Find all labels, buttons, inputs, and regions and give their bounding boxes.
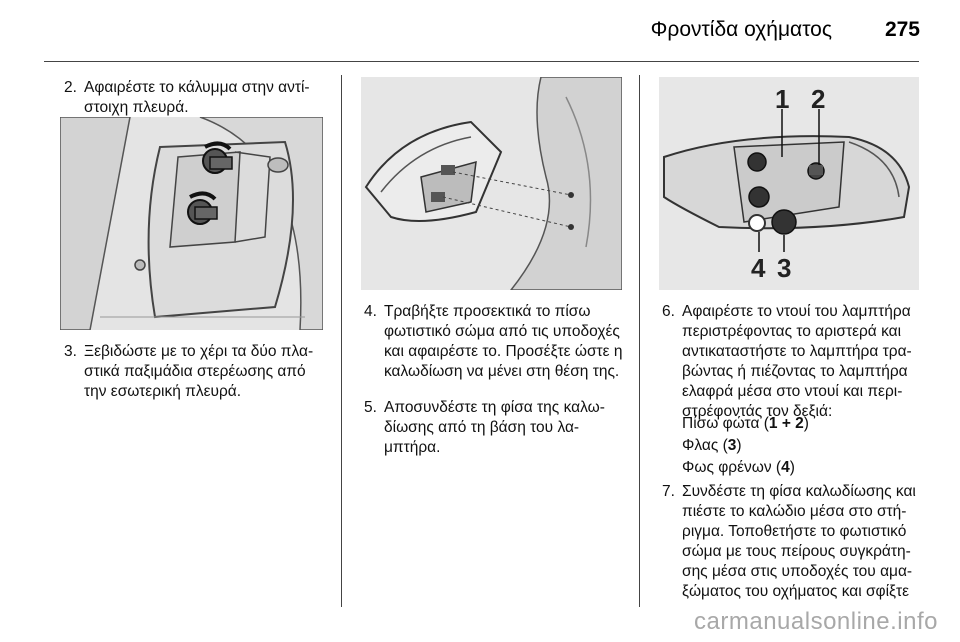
step-5 xyxy=(364,398,632,458)
step-number: 4. xyxy=(364,303,377,320)
bulb-brake: Φως φρένων (4) xyxy=(682,459,795,476)
column-divider-right xyxy=(639,75,640,607)
step-6 xyxy=(662,302,924,422)
step-text: Συνδέστε τη φίσα καλωδίωσης και πιέστε το καλώδιο μέσα στο στή-ριγμα. Τοποθετήστε το φωτιστικό σώμα με τους πείρους συγκράτη-σης μέσα στις υποδοχές του αμα-ξώματος του οχήματος και σφίξτε xyxy=(682,483,916,600)
step-text: Αποσυνδέστε τη φίσα της καλω-δίωσης από τη βάση του λα-μπτήρα. xyxy=(384,399,605,456)
step-number: 7. xyxy=(662,483,675,500)
flash-key: 3 xyxy=(727,437,737,454)
step-number: 3. xyxy=(64,343,77,360)
step-7 xyxy=(662,482,924,602)
bulb-flash: Φλας (3) xyxy=(682,437,742,454)
step-number: 5. xyxy=(364,399,377,416)
step-text: Ξεβιδώστε με το χέρι τα δύο πλα-στικά παξιμάδια στερέωσης από την εσωτερική πλευρά. xyxy=(84,343,314,400)
brake-key: 4 xyxy=(781,459,790,476)
step-number: 6. xyxy=(662,303,675,320)
step-text: Αφαιρέστε το ντουί του λαμπτήρα περιστρέφοντας το αριστερά και αντικαταστήστε το λαμπτήρα τρα-βώντας ή πιέζοντας το λαμπτήρα ελαφρά μέσα στο ντουί και περι-στρέφοντάς τον δεξιά: xyxy=(682,303,912,420)
step-number: 2. xyxy=(64,79,77,96)
step-2 xyxy=(64,78,329,118)
column-divider-left xyxy=(341,75,342,607)
watermark: carmanualsonline.info xyxy=(694,608,938,635)
page-number: 275 xyxy=(884,18,920,41)
header-divider xyxy=(44,61,919,62)
callout-2: 2 xyxy=(811,84,826,114)
rear-light-keys: 1 + 2 xyxy=(768,415,804,432)
illustration-bulb-positions xyxy=(659,77,919,290)
callout-1: 1 xyxy=(775,84,790,114)
step-3 xyxy=(64,342,329,402)
callout-3: 3 xyxy=(777,253,792,283)
figure-remove-light xyxy=(361,77,622,290)
step-text: Τραβήξτε προσεκτικά το πίσω φωτιστικό σώμα από τις υποδοχές και αφαιρέστε το. Προσέξτε ώστε η καλωδίωση να μένει στη θέση της. xyxy=(384,303,623,380)
figure-cover-nuts xyxy=(60,117,323,330)
illustration-tail-light-removal xyxy=(361,77,622,290)
figure-bulb-holder xyxy=(659,77,919,290)
step-4 xyxy=(364,302,632,382)
callout-4: 4 xyxy=(751,253,766,283)
bulb-rear-light: Πίσω φώτα (1 + 2) xyxy=(682,415,809,432)
step-text: Αφαιρέστε το κάλυμμα στην αντί-στοιχη πλευρά. xyxy=(84,79,310,116)
page-header-title: Φροντίδα οχήματος xyxy=(650,18,832,41)
illustration-inner-panel-nuts xyxy=(60,117,323,330)
